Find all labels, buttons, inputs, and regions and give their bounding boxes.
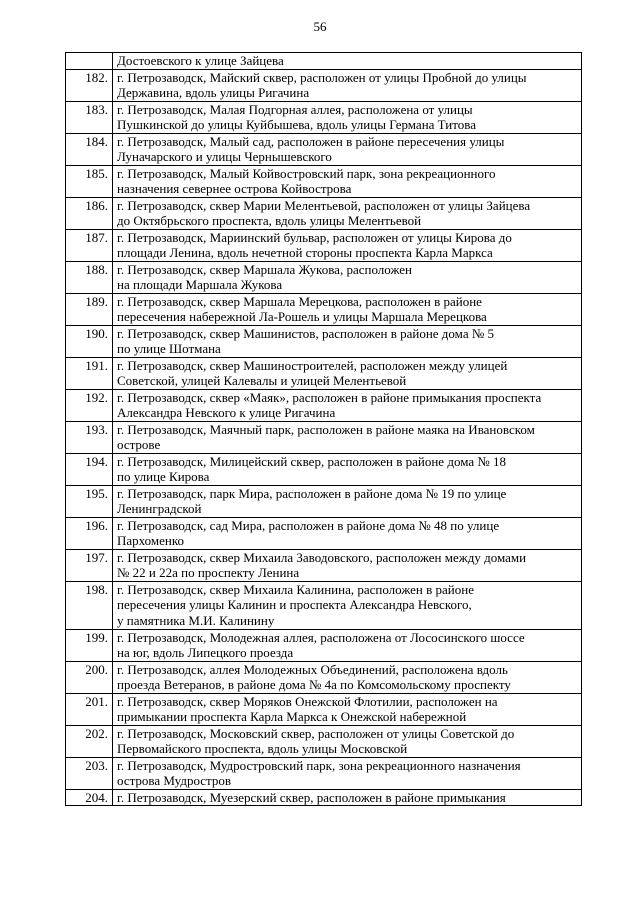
table-row	[66, 549, 582, 581]
table-row	[66, 453, 582, 485]
table-row	[66, 293, 582, 325]
table-row	[66, 421, 582, 453]
table-row	[66, 69, 582, 101]
row-description: г. Петрозаводск, Малая Подгорная аллея, расположена от улицы Пушкинской до улицы Куйбышева, вдоль улицы Германа Титова	[113, 101, 582, 133]
row-description: г. Петрозаводск, сквер Михаила Заводовского, расположен между домами № 22 и 22а по проспекту Ленина	[113, 549, 582, 581]
table-row	[66, 53, 582, 70]
row-number: 199.	[66, 629, 113, 661]
row-description: г. Петрозаводск, сквер Маршала Жукова, расположен на площади Маршала Жукова	[113, 261, 582, 293]
row-number: 194.	[66, 453, 113, 485]
table-row	[66, 101, 582, 133]
row-number: 197.	[66, 549, 113, 581]
row-number: 183.	[66, 101, 113, 133]
table-row	[66, 517, 582, 549]
row-number: 188.	[66, 261, 113, 293]
row-description: г. Петрозаводск, сад Мира, расположен в районе дома № 48 по улице Пархоменко	[113, 517, 582, 549]
row-description: г. Петрозаводск, Малый сад, расположен в районе пересечения улицы Луначарского и улицы Чернышевского	[113, 133, 582, 165]
row-number: 191.	[66, 357, 113, 389]
row-number: 189.	[66, 293, 113, 325]
table-row	[66, 661, 582, 693]
row-number: 204.	[66, 789, 113, 806]
row-number: 192.	[66, 389, 113, 421]
row-description: г. Петрозаводск, сквер Машинистов, расположен в районе дома № 5 по улице Шотмана	[113, 325, 582, 357]
row-number: 203.	[66, 757, 113, 789]
table-row	[66, 197, 582, 229]
row-number: 202.	[66, 725, 113, 757]
row-number: 187.	[66, 229, 113, 261]
table-row	[66, 357, 582, 389]
row-description: г. Петрозаводск, парк Мира, расположен в районе дома № 19 по улице Ленинградской	[113, 485, 582, 517]
table-row	[66, 133, 582, 165]
table-row	[66, 693, 582, 725]
row-description: г. Петрозаводск, Маячный парк, расположен в районе маяка на Ивановском острове	[113, 421, 582, 453]
row-number: 196.	[66, 517, 113, 549]
parks-table	[65, 52, 582, 806]
row-number: 182.	[66, 69, 113, 101]
row-description: г. Петрозаводск, Московский сквер, расположен от улицы Советской до Первомайского проспекта, вдоль улицы Московской	[113, 725, 582, 757]
row-description: г. Петрозаводск, сквер Марии Мелентьевой, расположен от улицы Зайцева до Октябрьского проспекта, вдоль улицы Мелентьевой	[113, 197, 582, 229]
page-number: 56	[313, 19, 327, 34]
table-row	[66, 165, 582, 197]
row-number: 186.	[66, 197, 113, 229]
row-description: г. Петрозаводск, Молодежная аллея, расположена от Лососинского шоссе на юг, вдоль Липецкого проезда	[113, 629, 582, 661]
row-number: 184.	[66, 133, 113, 165]
row-number: 198.	[66, 581, 113, 629]
table-row	[66, 389, 582, 421]
row-number	[66, 53, 113, 70]
row-description: г. Петрозаводск, сквер Михаила Калинина, расположен в районе пересечения улицы Калинин и проспекта Александра Невского, у памятника М.И. Калинину	[113, 581, 582, 629]
table-row	[66, 229, 582, 261]
table-row	[66, 581, 582, 629]
row-description: г. Петрозаводск, Мудростровский парк, зона рекреационного назначения острова Мудростров	[113, 757, 582, 789]
table-row	[66, 757, 582, 789]
table-row	[66, 789, 582, 806]
row-description: г. Петрозаводск, сквер «Маяк», расположен в районе примыкания проспекта Александра Невского к улице Ригачина	[113, 389, 582, 421]
row-description: г. Петрозаводск, Милицейский сквер, расположен в районе дома № 18 по улице Кирова	[113, 453, 582, 485]
row-number: 195.	[66, 485, 113, 517]
row-description: г. Петрозаводск, Муезерский сквер, расположен в районе примыкания	[113, 789, 582, 806]
table-row	[66, 325, 582, 357]
table-row	[66, 485, 582, 517]
row-description: Достоевского к улице Зайцева	[113, 53, 582, 70]
row-number: 185.	[66, 165, 113, 197]
row-number: 190.	[66, 325, 113, 357]
row-number: 200.	[66, 661, 113, 693]
row-description: г. Петрозаводск, сквер Моряков Онежской Флотилии, расположен на примыкании проспекта Карла Маркса к Онежской набережной	[113, 693, 582, 725]
row-description: г. Петрозаводск, Майский сквер, расположен от улицы Пробной до улицы Державина, вдоль улицы Ригачина	[113, 69, 582, 101]
row-description: г. Петрозаводск, сквер Маршала Мерецкова, расположен в районе пересечения набережной Ла-Рошель и улицы Маршала Мерецкова	[113, 293, 582, 325]
table-row	[66, 261, 582, 293]
row-number: 201.	[66, 693, 113, 725]
row-description: г. Петрозаводск, Малый Койвостровский парк, зона рекреационного назначения севернее острова Койвострова	[113, 165, 582, 197]
table-row	[66, 725, 582, 757]
row-number: 193.	[66, 421, 113, 453]
row-description: г. Петрозаводск, аллея Молодежных Объединений, расположена вдоль проезда Ветеранов, в районе дома № 4а по Комсомольскому проспекту	[113, 661, 582, 693]
table-row	[66, 629, 582, 661]
row-description: г. Петрозаводск, Мариинский бульвар, расположен от улицы Кирова до площади Ленина, вдоль нечетной стороны проспекта Карла Маркса	[113, 229, 582, 261]
row-description: г. Петрозаводск, сквер Машиностроителей, расположен между улицей Советской, улицей Калевалы и улицей Мелентьевой	[113, 357, 582, 389]
